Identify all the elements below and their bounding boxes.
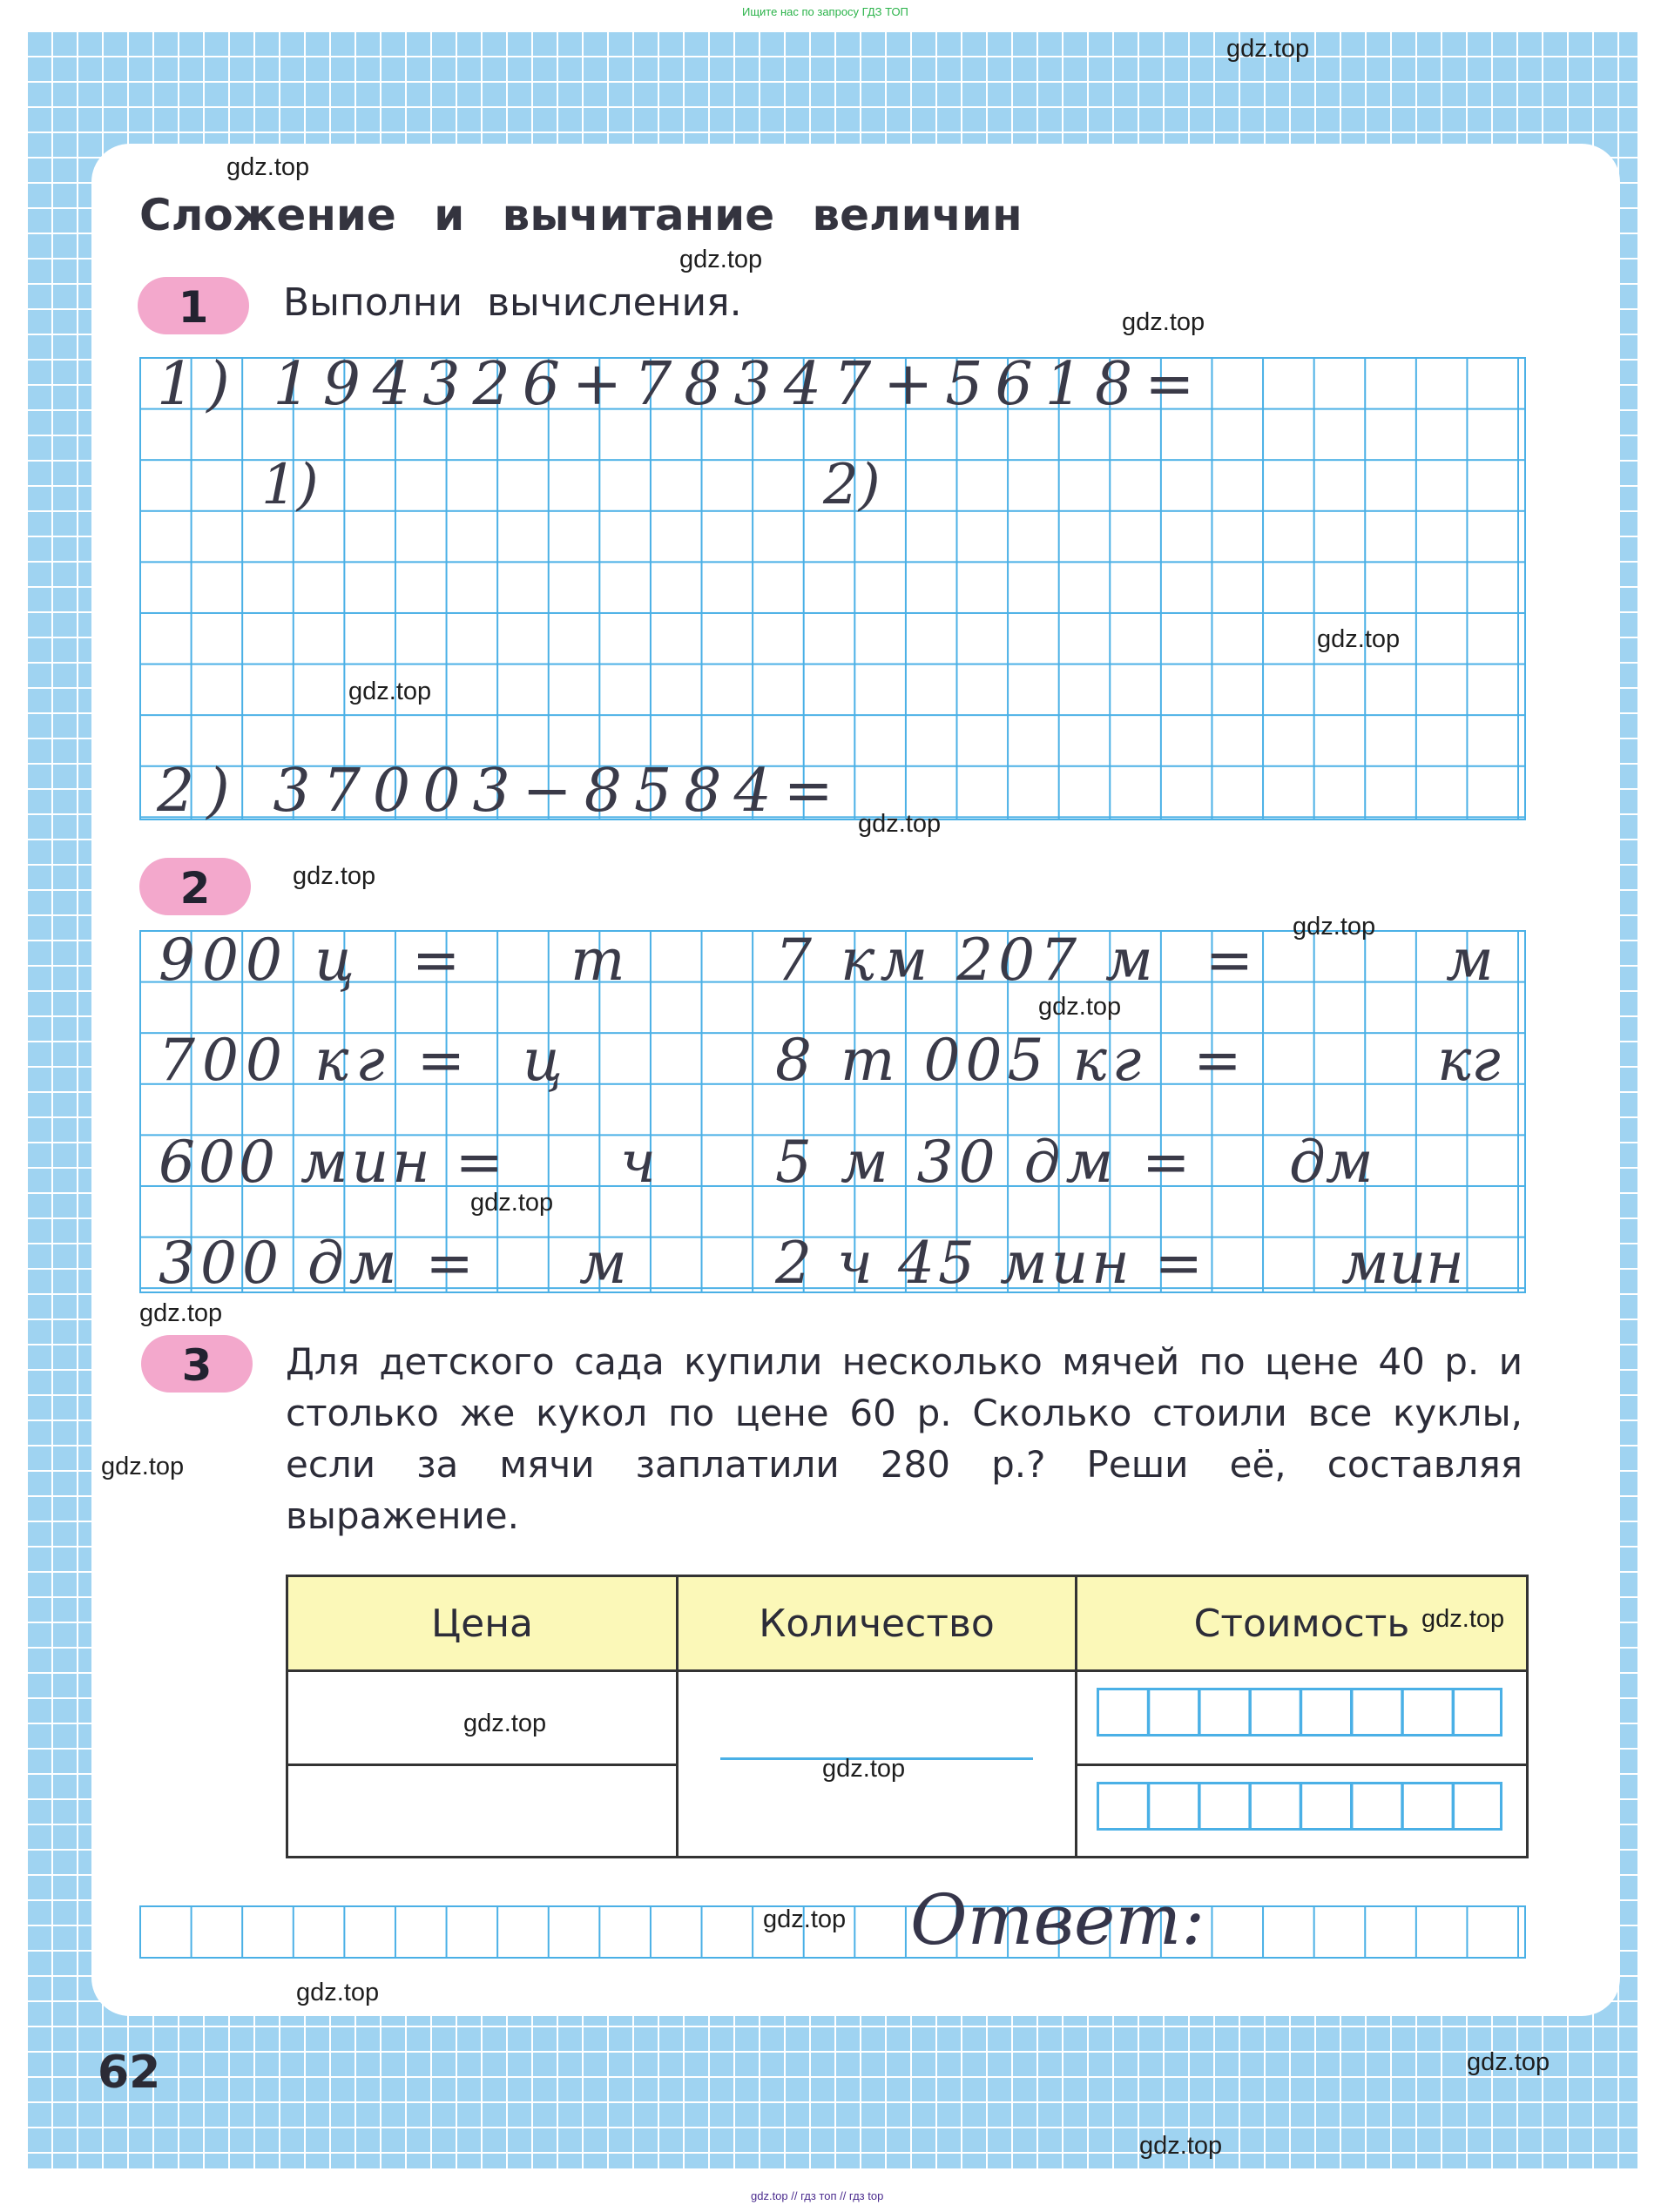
watermark: gdz.top	[679, 246, 763, 273]
cost-answer-cells-1[interactable]	[1097, 1688, 1502, 1737]
watermark: gdz.top	[858, 810, 942, 838]
watermark: gdz.top	[139, 1299, 223, 1327]
task-2-badge	[139, 858, 251, 915]
watermark: gdz.top	[1226, 35, 1310, 63]
watermark: gdz.top	[1421, 1605, 1505, 1633]
task-2-left-unit-1: т	[571, 927, 625, 994]
watermark: gdz.top	[470, 1189, 554, 1217]
task-2-right-row-4: 2 ч 45 мин =	[775, 1230, 1206, 1297]
answer-label: Ответ:	[910, 1879, 1205, 1960]
watermark: gdz.top	[1467, 2048, 1550, 2076]
task-1-badge	[138, 277, 249, 334]
task-2-right-unit-1: м	[1446, 927, 1494, 994]
page-number: 62	[98, 2047, 161, 2099]
task-1-sub-1: 1)	[261, 453, 319, 517]
task-1-expression-2: 2) 37003−8584=	[157, 757, 846, 826]
watermark: gdz.top	[1122, 308, 1205, 336]
watermark: gdz.top	[101, 1453, 185, 1480]
watermark: gdz.top	[226, 153, 310, 181]
watermark: gdz.top	[348, 678, 432, 705]
watermark: gdz.top	[763, 1905, 847, 1933]
watermark: gdz.top	[1139, 2132, 1223, 2160]
footer-watermark: gdz.top // гдз топ // гдз top	[751, 2189, 884, 2202]
watermark: gdz.top	[1317, 625, 1401, 653]
watermark: gdz.top	[822, 1755, 906, 1783]
watermark: gdz.top	[1038, 993, 1122, 1021]
cost-cell-2[interactable]	[1077, 1765, 1528, 1858]
price-cell-2[interactable]	[287, 1765, 678, 1858]
task-2-right-unit-2: кг	[1437, 1027, 1501, 1094]
header-watermark: Ищите нас по запросу ГДЗ ТОП	[742, 5, 908, 18]
task-1-number: 1	[178, 282, 209, 333]
task-2-left-row-3: 600 мин =	[159, 1129, 507, 1196]
task-1-expression-1: 1) 194326+78347+5618=	[157, 350, 1207, 419]
task-1-prompt: Выполни вычисления.	[283, 280, 742, 325]
task-3-badge	[141, 1335, 253, 1393]
task-3-text: Для детского сада купили несколько мячей по цене 40 р. и столько же кукол по цене 60 р. Сколько стоили все куклы, если за мячи заплатили 280 р.? Реши её, составляя выражение.	[286, 1340, 1523, 1537]
cost-answer-cells-2[interactable]	[1097, 1782, 1502, 1831]
task-2-number: 2	[179, 863, 211, 914]
table-header-price: Цена	[287, 1576, 678, 1671]
watermark: gdz.top	[293, 862, 376, 890]
table-header-cost: Стоимость	[1077, 1576, 1528, 1671]
watermark: gdz.top	[463, 1710, 547, 1737]
page-title: Сложение и вычитание величин	[139, 190, 1023, 240]
task-2-right-unit-3: дм	[1289, 1129, 1374, 1196]
task-2-left-row-1: 900 ц =	[159, 927, 468, 994]
task-2-right-row-2: 8 т 005 кг =	[775, 1027, 1247, 1094]
task-2-left-row-2: 700 кг =	[159, 1027, 473, 1094]
watermark: gdz.top	[296, 1979, 380, 2006]
table-header-quantity: Количество	[678, 1576, 1077, 1671]
task-2-left-row-4: 300 дм =	[159, 1230, 479, 1297]
watermark: gdz.top	[1293, 913, 1376, 941]
task-2-left-unit-2: ц	[523, 1027, 564, 1094]
task-1-sub-2: 2)	[823, 453, 881, 517]
task-2-left-unit-3: ч	[620, 1129, 657, 1196]
task-3-number: 3	[181, 1340, 213, 1391]
cost-cell-1[interactable]	[1077, 1671, 1528, 1765]
task-2-right-row-1: 7 км 207 м =	[775, 927, 1259, 994]
task-2-right-row-3: 5 м 30 дм =	[775, 1129, 1196, 1196]
task-2-left-unit-4: м	[579, 1230, 627, 1297]
task-2-right-unit-4: мин	[1341, 1230, 1464, 1297]
